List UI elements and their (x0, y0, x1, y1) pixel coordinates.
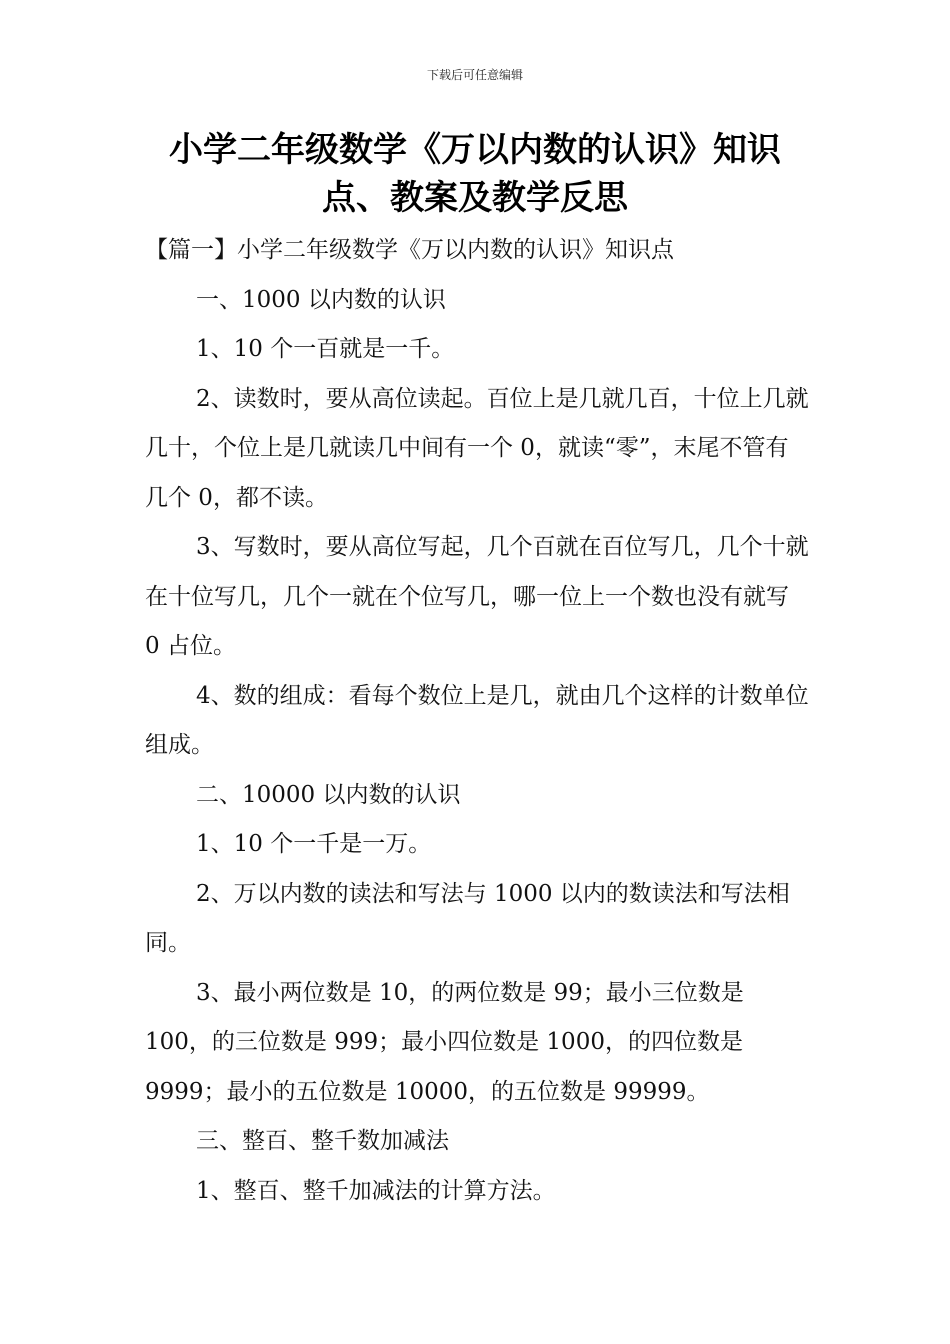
title-line-2: 点、教案及教学反思 (322, 178, 628, 218)
title-line-1: 小学二年级数学《万以内数的认识》知识 (169, 130, 781, 170)
paragraph: 1、10 个一千是一万。 (196, 831, 432, 857)
subsection-heading: 一、1000 以内数的认识 (196, 286, 446, 313)
subsection-heading: 三、整百、整千数加减法 (196, 1128, 449, 1154)
document-body (145, 226, 810, 1216)
subsection-heading: 二、10000 以内数的认识 (196, 781, 461, 808)
document-title (0, 126, 950, 222)
paragraph: 2、万以内数的读法和写法与 1000 以内的数读法和写法相同。 (145, 880, 790, 956)
section-heading: 【篇一】小学二年级数学《万以内数的认识》知识点 (145, 237, 674, 263)
paragraph: 1、整百、整千加减法的计算方法。 (196, 1177, 556, 1204)
paragraph: 3、最小两位数是 10，的两位数是 99；最小三位数是 100，的三位数是 999；最小四位数是 1000，的四位数是 9999；最小的五位数是 10000，的五位数是 99999。 (145, 979, 744, 1105)
paragraph: 2、读数时，要从高位读起。百位上是几就几百，十位上几就几十，个位上是几就读几中间有一个 0，就读“零”，末尾不管有几个 0，都不读。 (145, 385, 809, 511)
paragraph: 3、写数时，要从高位写起，几个百就在百位写几，几个十就在十位写几，几个一就在个位写几，哪一位上一个数也没有就写 0 占位。 (145, 534, 809, 659)
page-header: 下载后可任意编辑 (426, 68, 523, 82)
paragraph: 1、10 个一百就是一千。 (196, 336, 455, 362)
paragraph: 4、数的组成：看每个数位上是几，就由几个这样的计数单位组成。 (145, 682, 809, 758)
